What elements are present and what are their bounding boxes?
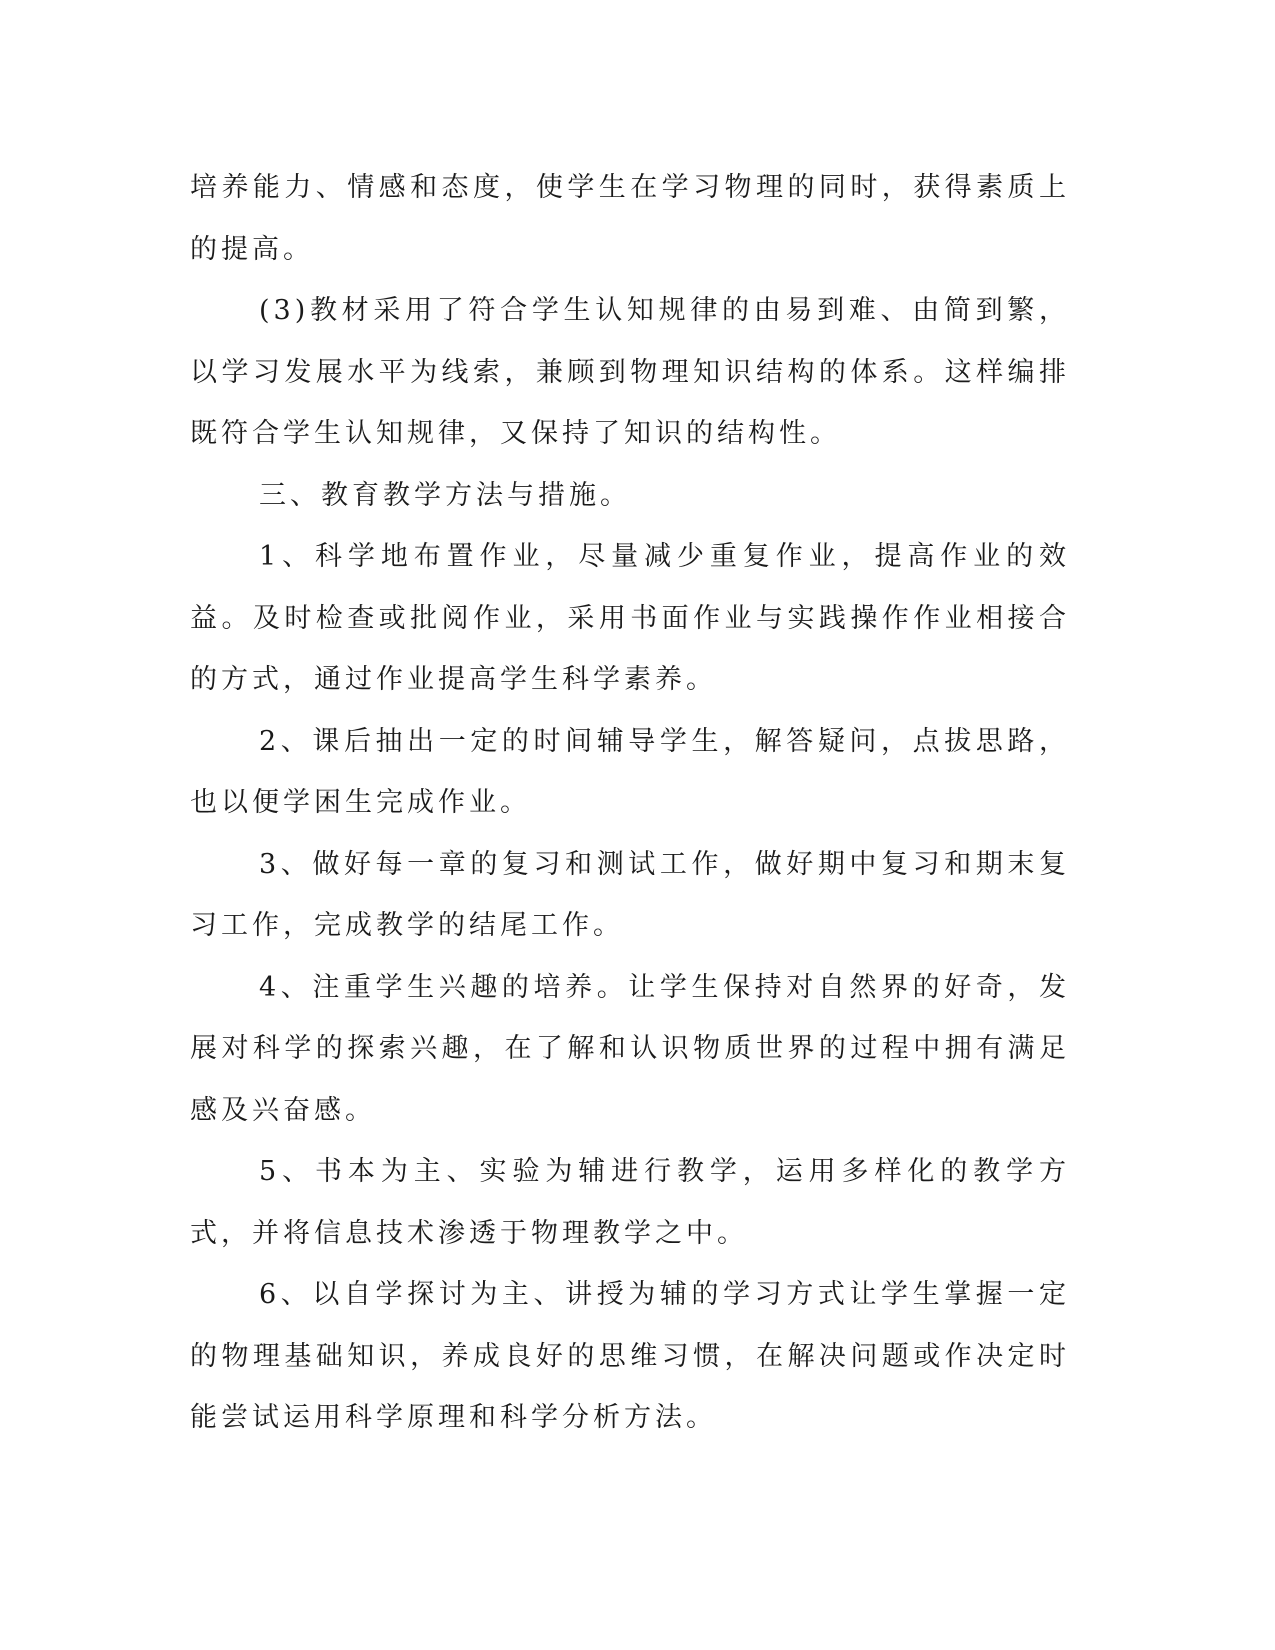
body-text bbox=[190, 157, 1070, 1449]
section-heading-methods: 三、教育教学方法与措施。 bbox=[259, 479, 631, 511]
paragraph-textbook-point-3: (3)教材采用了符合学生认知规律的由易到难、由简到繁，以学习发展水平为线索，兼顾到物理知识结构的体系。这样编排既符合学生认知规律，又保持了知识的结构性。 bbox=[190, 295, 1070, 449]
paragraph-item-5: 5、书本为主、实验为辅进行教学，运用多样化的教学方式，并将信息技术渗透于物理教学之中。 bbox=[190, 1156, 1070, 1249]
paragraph-item-1: 1、科学地布置作业，尽量减少重复作业，提高作业的效益。及时检查或批阅作业，采用书面作业与实践操作作业相接合的方式，通过作业提高学生科学素养。 bbox=[190, 541, 1070, 695]
paragraph-item-2: 2、课后抽出一定的时间辅导学生，解答疑问，点拔思路，也以便学困生完成作业。 bbox=[190, 725, 1070, 818]
paragraph-item-3: 3、做好每一章的复习和测试工作，做好期中复习和期末复习工作，完成教学的结尾工作。 bbox=[190, 848, 1070, 941]
paragraph-continuation: 培养能力、情感和态度，使学生在学习物理的同时，获得素质上的提高。 bbox=[190, 172, 1070, 265]
paragraph-item-4: 4、注重学生兴趣的培养。让学生保持对自然界的好奇，发展对科学的探索兴趣，在了解和认识物质世界的过程中拥有满足感及兴奋感。 bbox=[190, 971, 1070, 1126]
paragraph-item-6: 6、以自学探讨为主、讲授为辅的学习方式让学生掌握一定的物理基础知识，养成良好的思维习惯，在解决问题或作决定时能尝试运用科学原理和科学分析方法。 bbox=[190, 1279, 1070, 1433]
